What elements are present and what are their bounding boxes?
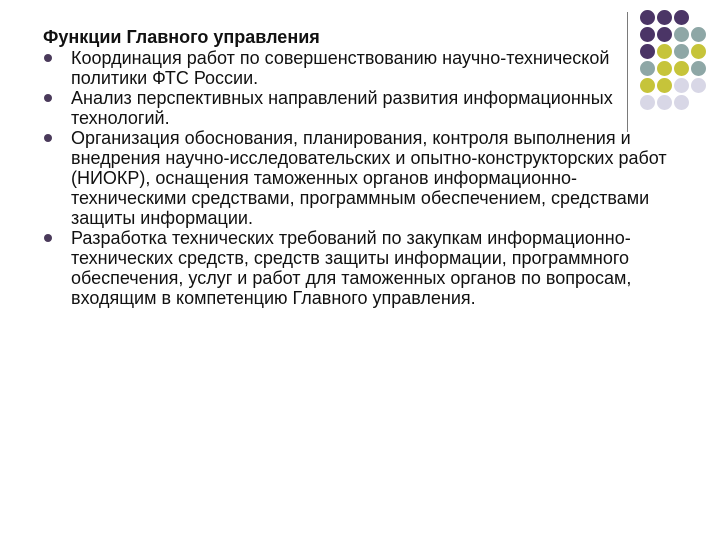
bullet-text: Координация работ по совершенствованию научно-технической политики ФТС России. — [71, 48, 610, 88]
bullet-item — [43, 128, 673, 228]
dot-teal — [674, 44, 689, 59]
bullet-dot-icon — [44, 234, 52, 242]
bullet-text: Разработка технических требований по закупкам информационно-технических средств, средств защиты информации, программного обеспечения, услуг и работ для таможенных органов по вопросам, входящим в компетенцию Главного управления. — [71, 228, 632, 308]
slide-content — [43, 27, 673, 308]
bullet-item — [43, 48, 673, 88]
dot-olive — [674, 61, 689, 76]
bullet-list — [43, 48, 673, 308]
dot-teal — [691, 27, 706, 42]
dot-lavender — [691, 78, 706, 93]
bullet-text: Организация обоснования, планирования, контроля выполнения и внедрения научно-исследовательских и опытно-конструкторских работ (НИОКР), оснащения таможенных органов информационно-техническими средствами, программным обеспечением, средствами защиты информации. — [71, 128, 667, 228]
bullet-item — [43, 228, 673, 308]
slide-title: Функции Главного управления — [43, 27, 320, 47]
dot-lavender — [674, 78, 689, 93]
dot-lavender — [674, 95, 689, 110]
dot-olive — [691, 44, 706, 59]
bullet-dot-icon — [44, 134, 52, 142]
dot-teal — [691, 61, 706, 76]
dot-purple — [674, 10, 689, 25]
bullet-item — [43, 88, 673, 128]
bullet-dot-icon — [44, 94, 52, 102]
bullet-text: Анализ перспективных направлений развития информационных технологий. — [71, 88, 613, 128]
bullet-dot-icon — [44, 54, 52, 62]
dot-purple — [657, 10, 672, 25]
dot-purple — [640, 10, 655, 25]
dot-teal — [674, 27, 689, 42]
